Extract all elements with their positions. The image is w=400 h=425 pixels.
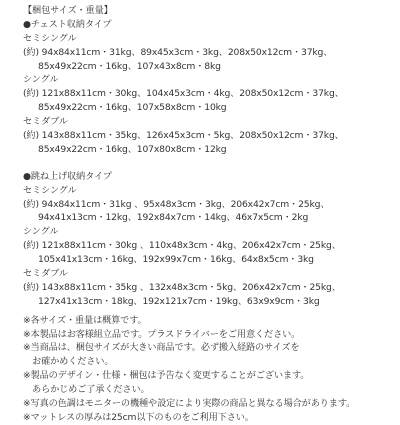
lift-single-label: シングル: [23, 226, 59, 238]
lift-single-line-1: (約) 121x88x11cm・30kg 、110x48x3cm・4kg、206x42x7cm・25kg、: [23, 240, 341, 252]
lift-semi-single-line-2: 94x41x13cm・12kg、192x84x7cm・14kg、46x7x5cm・2kg: [38, 212, 309, 224]
spec-document: [23, 4, 383, 425]
note-large-package-cont: お確かめください。: [23, 356, 114, 368]
lift-semi-single-line-1: (約) 94x84x11cm・31kg 、95x48x3cm・3kg、206x42x7cm・25kg、: [23, 198, 330, 210]
note-assembly: ※本製品はお客様組立品です。プラスドライバーをご用意ください。: [23, 328, 301, 340]
chest-type-title: ●チェスト収納タイプ: [23, 18, 112, 30]
chest-semi-double-line-2: 85x49x22cm・16kg、107x80x8cm・12kg: [38, 143, 227, 155]
lift-single-line-2: 105x41x13cm・16kg、192x99x7cm・16kg、64x8x5cm・3kg: [38, 254, 314, 266]
chest-single-line-1: (約) 121x88x11cm・30kg、104x45x3cm・4kg、208x50x12cm・37kg、: [23, 88, 344, 100]
note-photo-color: ※写真の色調はモニターの機種や設定により実際の商品と異なる場合があります。: [23, 398, 356, 410]
section-spacer: [23, 157, 383, 170]
note-large-package: ※当商品は、梱包サイズが大きい商品です。必ず搬入経路のサイズを: [23, 342, 300, 354]
lift-type-title: ●跳ね上げ収納タイプ: [23, 170, 112, 182]
lift-semi-single-label: セミシングル: [23, 184, 77, 196]
note-design-change: ※製品のデザイン・仕様・梱包は予告なく変更することがございます。: [23, 370, 310, 382]
lift-semi-double-line-1: (約) 143x88x11cm・35kg 、132x48x3cm・5kg、206x42x7cm・25kg、: [23, 281, 341, 293]
notes-list: [23, 314, 383, 425]
lift-semi-double-line-2: 127x41x13cm・18kg、192x121x7cm・19kg、63x9x9cm・3kg: [38, 295, 320, 307]
package-size-heading: 【梱包サイズ・重量】: [23, 5, 113, 16]
chest-semi-single-label: セミシングル: [23, 32, 77, 44]
chest-semi-double-line-1: (約) 143x88x11cm・35kg、126x45x3cm・5kg、208x50x12cm・37kg、: [23, 130, 344, 142]
chest-semi-single-line-2: 85x49x22cm・16kg、107x43x8cm・8kg: [38, 60, 221, 72]
note-design-change-cont: あらかじめご了承ください。: [23, 384, 150, 396]
chest-semi-single-line-1: (約) 94x84x11cm・31kg、89x45x3cm・3kg、208x50x12cm・37kg、: [23, 46, 333, 58]
lift-semi-double-label: セミダブル: [23, 268, 68, 280]
note-mattress-thickness: ※マットレスの厚みは25cm以下のものをご利用下さい。: [23, 411, 254, 423]
chest-single-label: シングル: [23, 74, 59, 86]
note-approximate: ※各サイズ・重量は概算です。: [23, 314, 147, 326]
chest-semi-double-label: セミダブル: [23, 116, 68, 128]
chest-single-line-2: 85x49x22cm・16kg、107x58x8cm・10kg: [38, 102, 227, 114]
